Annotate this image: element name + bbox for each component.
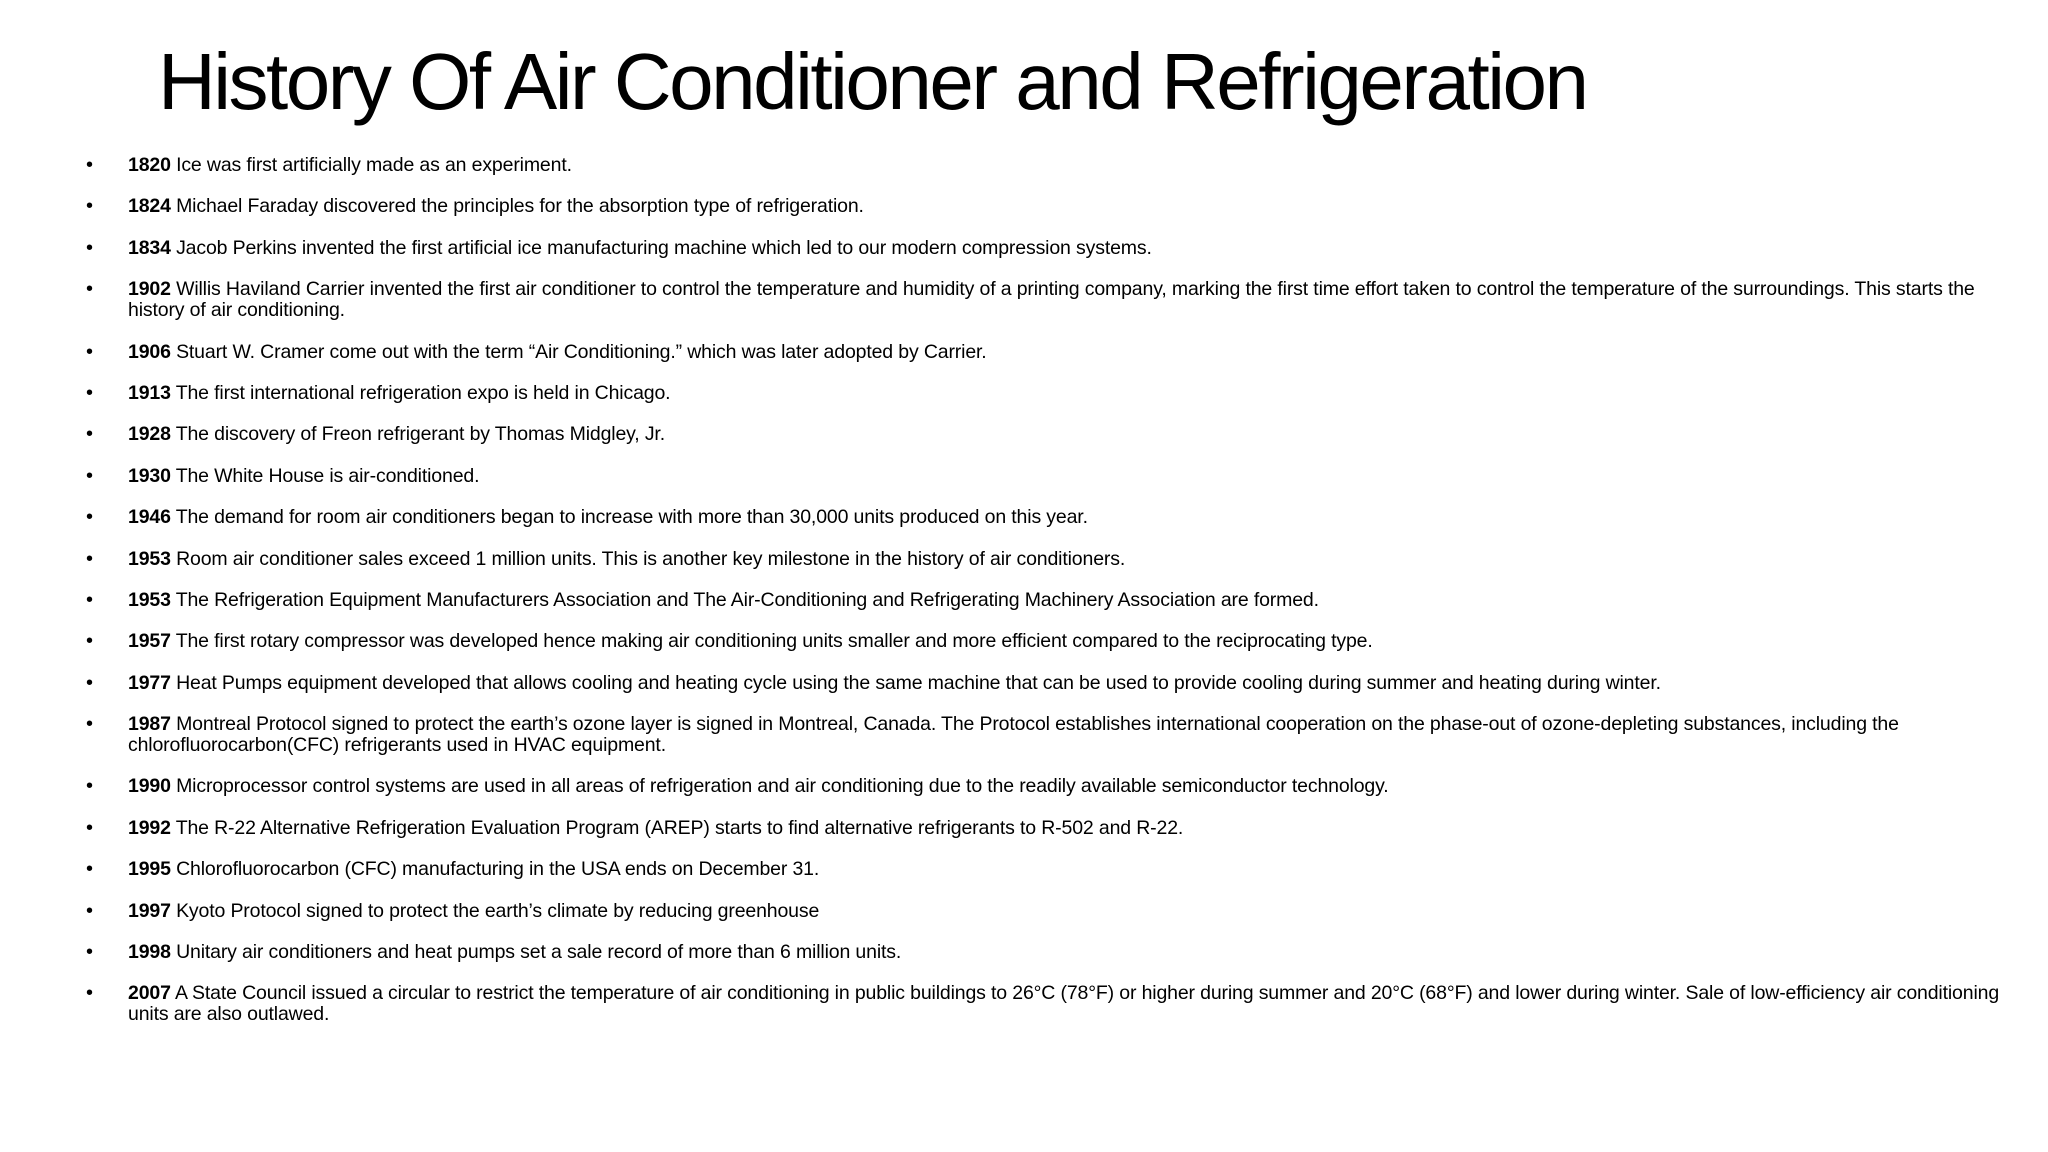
timeline-year: 1977 [128,671,171,694]
bullet-icon: • [86,381,93,404]
timeline-text: The demand for room air conditioners began to increase with more than 30,000 units produced on this year. [175,506,1088,529]
timeline-text: Willis Haviland Carrier invented the first air conditioner to control the temperature and humidity of a printing company, marking the first time effort taken to control the temperature of the surroundings. This starts the history of air conditioning. [128,278,1975,322]
timeline-year: 1928 [128,423,171,446]
timeline-text: Ice was first artificially made as an experiment. [176,154,572,176]
timeline-text: Michael Faraday discovered the principles for the absorption type of refrigeration. [176,195,864,218]
timeline-item [84,859,2004,880]
bullet-icon: • [86,278,93,301]
timeline-year: 1997 [128,899,171,922]
bullet-icon: • [86,547,93,570]
timeline-item [84,673,2004,694]
bullet-icon: • [86,713,93,736]
timeline-year: 1953 [128,547,171,570]
bullet-icon: • [86,236,93,259]
bullet-icon: • [86,630,93,653]
timeline-item [84,983,2004,1025]
bullet-icon: • [86,195,93,218]
timeline-text: Stuart W. Cramer come out with the term “Air Conditioning.” which was later adopted by Carrier. [176,340,987,363]
timeline-year: 1824 [128,195,171,218]
timeline-item [84,238,2004,259]
timeline-year: 1953 [128,588,171,611]
timeline-text: Unitary air conditioners and heat pumps set a sale record of more than 6 million units. [176,941,902,964]
timeline-text: The Refrigeration Equipment Manufacturers Association and The Air-Conditioning and Refrigerating Machinery Association are formed. [175,588,1319,611]
timeline-item [84,776,2004,797]
timeline-item [84,549,2004,570]
timeline-item [84,424,2004,445]
timeline-text: Jacob Perkins invented the first artificial ice manufacturing machine which led to our modern compression systems. [176,236,1152,259]
timeline-year: 1906 [128,340,171,363]
timeline-item [84,507,2004,528]
timeline-year: 1987 [128,713,171,736]
bullet-icon: • [86,899,93,922]
timeline-item [84,466,2004,487]
timeline-text: The White House is air-conditioned. [175,464,480,487]
bullet-icon: • [86,506,93,529]
timeline-year: 1913 [128,381,171,404]
timeline-text: Montreal Protocol signed to protect the earth’s ozone layer is signed in Montreal, Canada. The Protocol establishes international cooperation on the phase-out of ozone-depleting substances, including the chlorofluorocarbon(CFC) refrigerants used in HVAC equipment. [128,713,1899,757]
timeline-text: A State Council issued a circular to restrict the temperature of air conditioning in public buildings to 26°C (78°F) or higher during summer and 20°C (68°F) and lower during winter. Sale of low-efficiency air conditioning units are also outlawed. [128,982,2000,1026]
timeline-item [84,590,2004,611]
timeline-item [84,383,2004,404]
timeline-item [84,196,2004,217]
timeline-year: 1992 [128,816,171,839]
timeline-year: 1820 [128,154,171,176]
timeline-text: The R-22 Alternative Refrigeration Evaluation Program (AREP) starts to find alternative refrigerants to R-502 and R-22. [175,816,1184,839]
timeline-year: 2007 [128,982,171,1005]
bullet-icon: • [86,982,93,1005]
timeline-item [84,279,2004,321]
timeline-item [84,942,2004,963]
timeline-item [84,901,2004,922]
timeline-text: The first international refrigeration expo is held in Chicago. [175,381,671,404]
timeline-item [84,818,2004,839]
bullet-icon: • [86,423,93,446]
timeline-list [84,155,2004,1046]
timeline-year: 1995 [128,858,171,881]
timeline-item [84,714,2004,756]
timeline-text: Kyoto Protocol signed to protect the earth’s climate by reducing greenhouse [176,899,820,922]
timeline-text: Chlorofluorocarbon (CFC) manufacturing in the USA ends on December 31. [176,858,820,881]
timeline-text: Microprocessor control systems are used in all areas of refrigeration and air conditioning due to the readily available semiconductor technology. [176,775,1389,798]
slide-title: History Of Air Conditioner and Refrigeration [158,37,1587,126]
bullet-icon: • [86,671,93,694]
timeline-year: 1930 [128,464,171,487]
timeline-text: The discovery of Freon refrigerant by Thomas Midgley, Jr. [175,423,665,446]
timeline-text: The first rotary compressor was developed hence making air conditioning units smaller and more efficient compared to the reciprocating type. [175,630,1373,653]
timeline-year: 1957 [128,630,171,653]
timeline-year: 1946 [128,506,171,529]
timeline-year: 1902 [128,278,171,301]
timeline-year: 1998 [128,941,171,964]
bullet-icon: • [86,775,93,798]
timeline-item [84,631,2004,652]
timeline-text: Room air conditioner sales exceed 1 million units. This is another key milestone in the history of air conditioners. [176,547,1126,570]
bullet-icon: • [86,816,93,839]
timeline-text: Heat Pumps equipment developed that allows cooling and heating cycle using the same machine that can be used to provide cooling during summer and heating during winter. [176,671,1661,694]
bullet-icon: • [86,588,93,611]
timeline-year: 1834 [128,236,171,259]
timeline-year: 1990 [128,775,171,798]
bullet-icon: • [86,154,93,176]
bullet-icon: • [86,941,93,964]
bullet-icon: • [86,340,93,363]
bullet-icon: • [86,464,93,487]
timeline-item [84,342,2004,363]
bullet-icon: • [86,858,93,881]
timeline-item [84,155,2004,176]
